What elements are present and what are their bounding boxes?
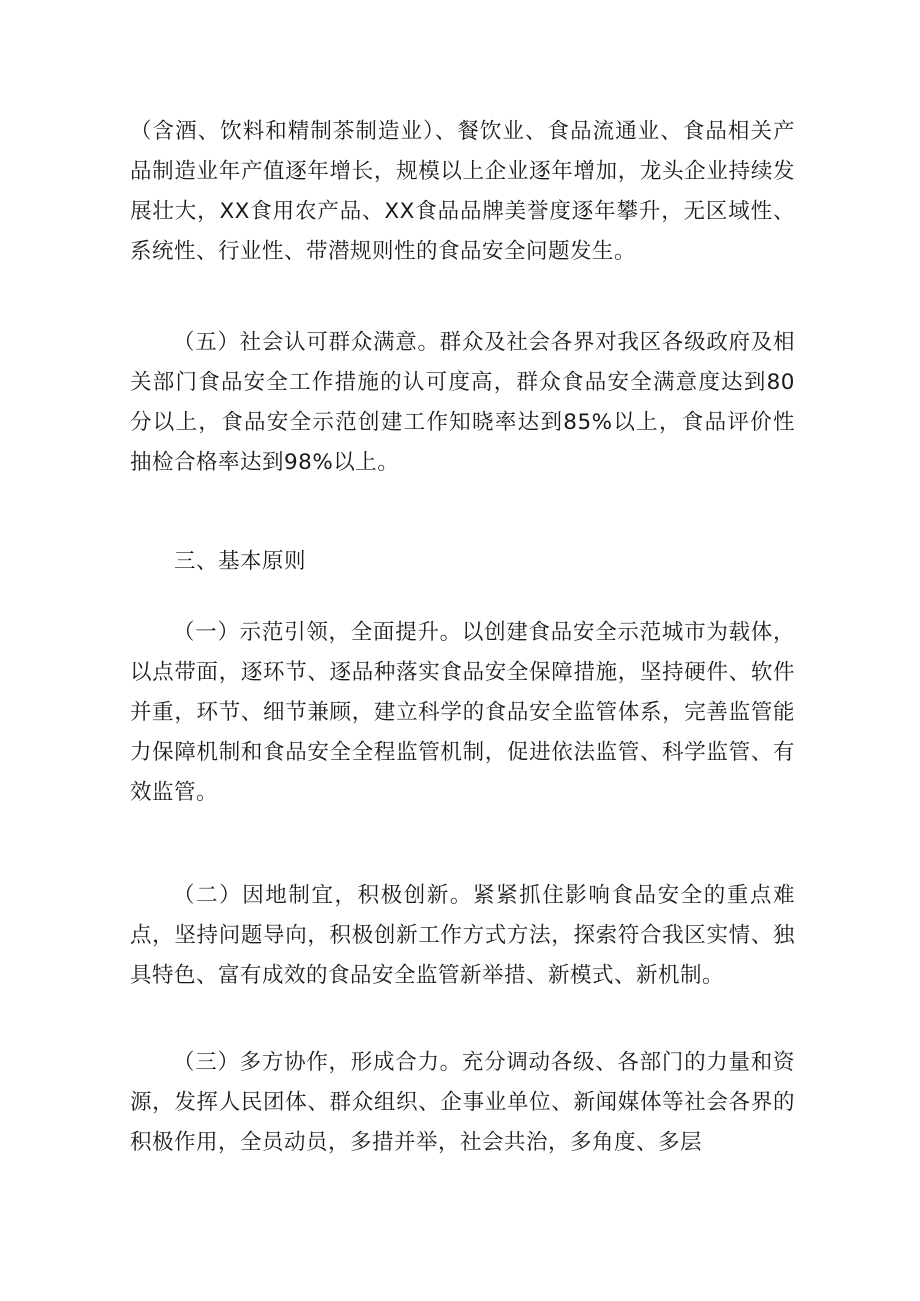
paragraph-public-satisfaction: （五）社会认可群众满意。群众及社会各界对我区各级政府及相关部门食品安全工作措施的认可度高，群众食品安全满意度达到80分以上，食品安全示范创建工作知晓率达到85%以上，食品评价性抽检合格率达到98%以上。 [130, 330, 795, 475]
paragraph-principle-innovation: （二）因地制宜，积极创新。紧紧抓住影响食品安全的重点难点，坚持问题导向，积极创新工作方式方法，探索符合我区实情、独具特色、富有成效的食品安全监管新举措、新模式、新机制。 [130, 883, 795, 988]
paragraph-principle-cooperation: （三）多方协作，形成合力。充分调动各级、各部门的力量和资源，发挥人民团体、群众组织、企事业单位、新闻媒体等社会各界的积极作用，全员动员，多措并举，社会共治，多角度、多层 [130, 1050, 795, 1155]
paragraph-principle-demonstration: （一）示范引领，全面提升。以创建食品安全示范城市为载体，以点带面，逐环节、逐品种落实食品安全保障措施，坚持硬件、软件并重，环节、细节兼顾，建立科学的食品安全监管体系，完善监管能力保障机制和食品安全全程监管机制，促进依法监管、科学监管、有效监管。 [130, 620, 795, 805]
paragraph-industry-growth: （含酒、饮料和精制茶制造业）、餐饮业、食品流通业、食品相关产品制造业年产值逐年增长，规模以上企业逐年增加，龙头企业持续发展壮大，XX食用农产品、XX食品品牌美誉度逐年攀升，无区域性、系统性、行业性、带潜规则性的食品安全问题发生。 [130, 119, 795, 264]
section-heading-basic-principles: 三、基本原则 [174, 549, 307, 574]
